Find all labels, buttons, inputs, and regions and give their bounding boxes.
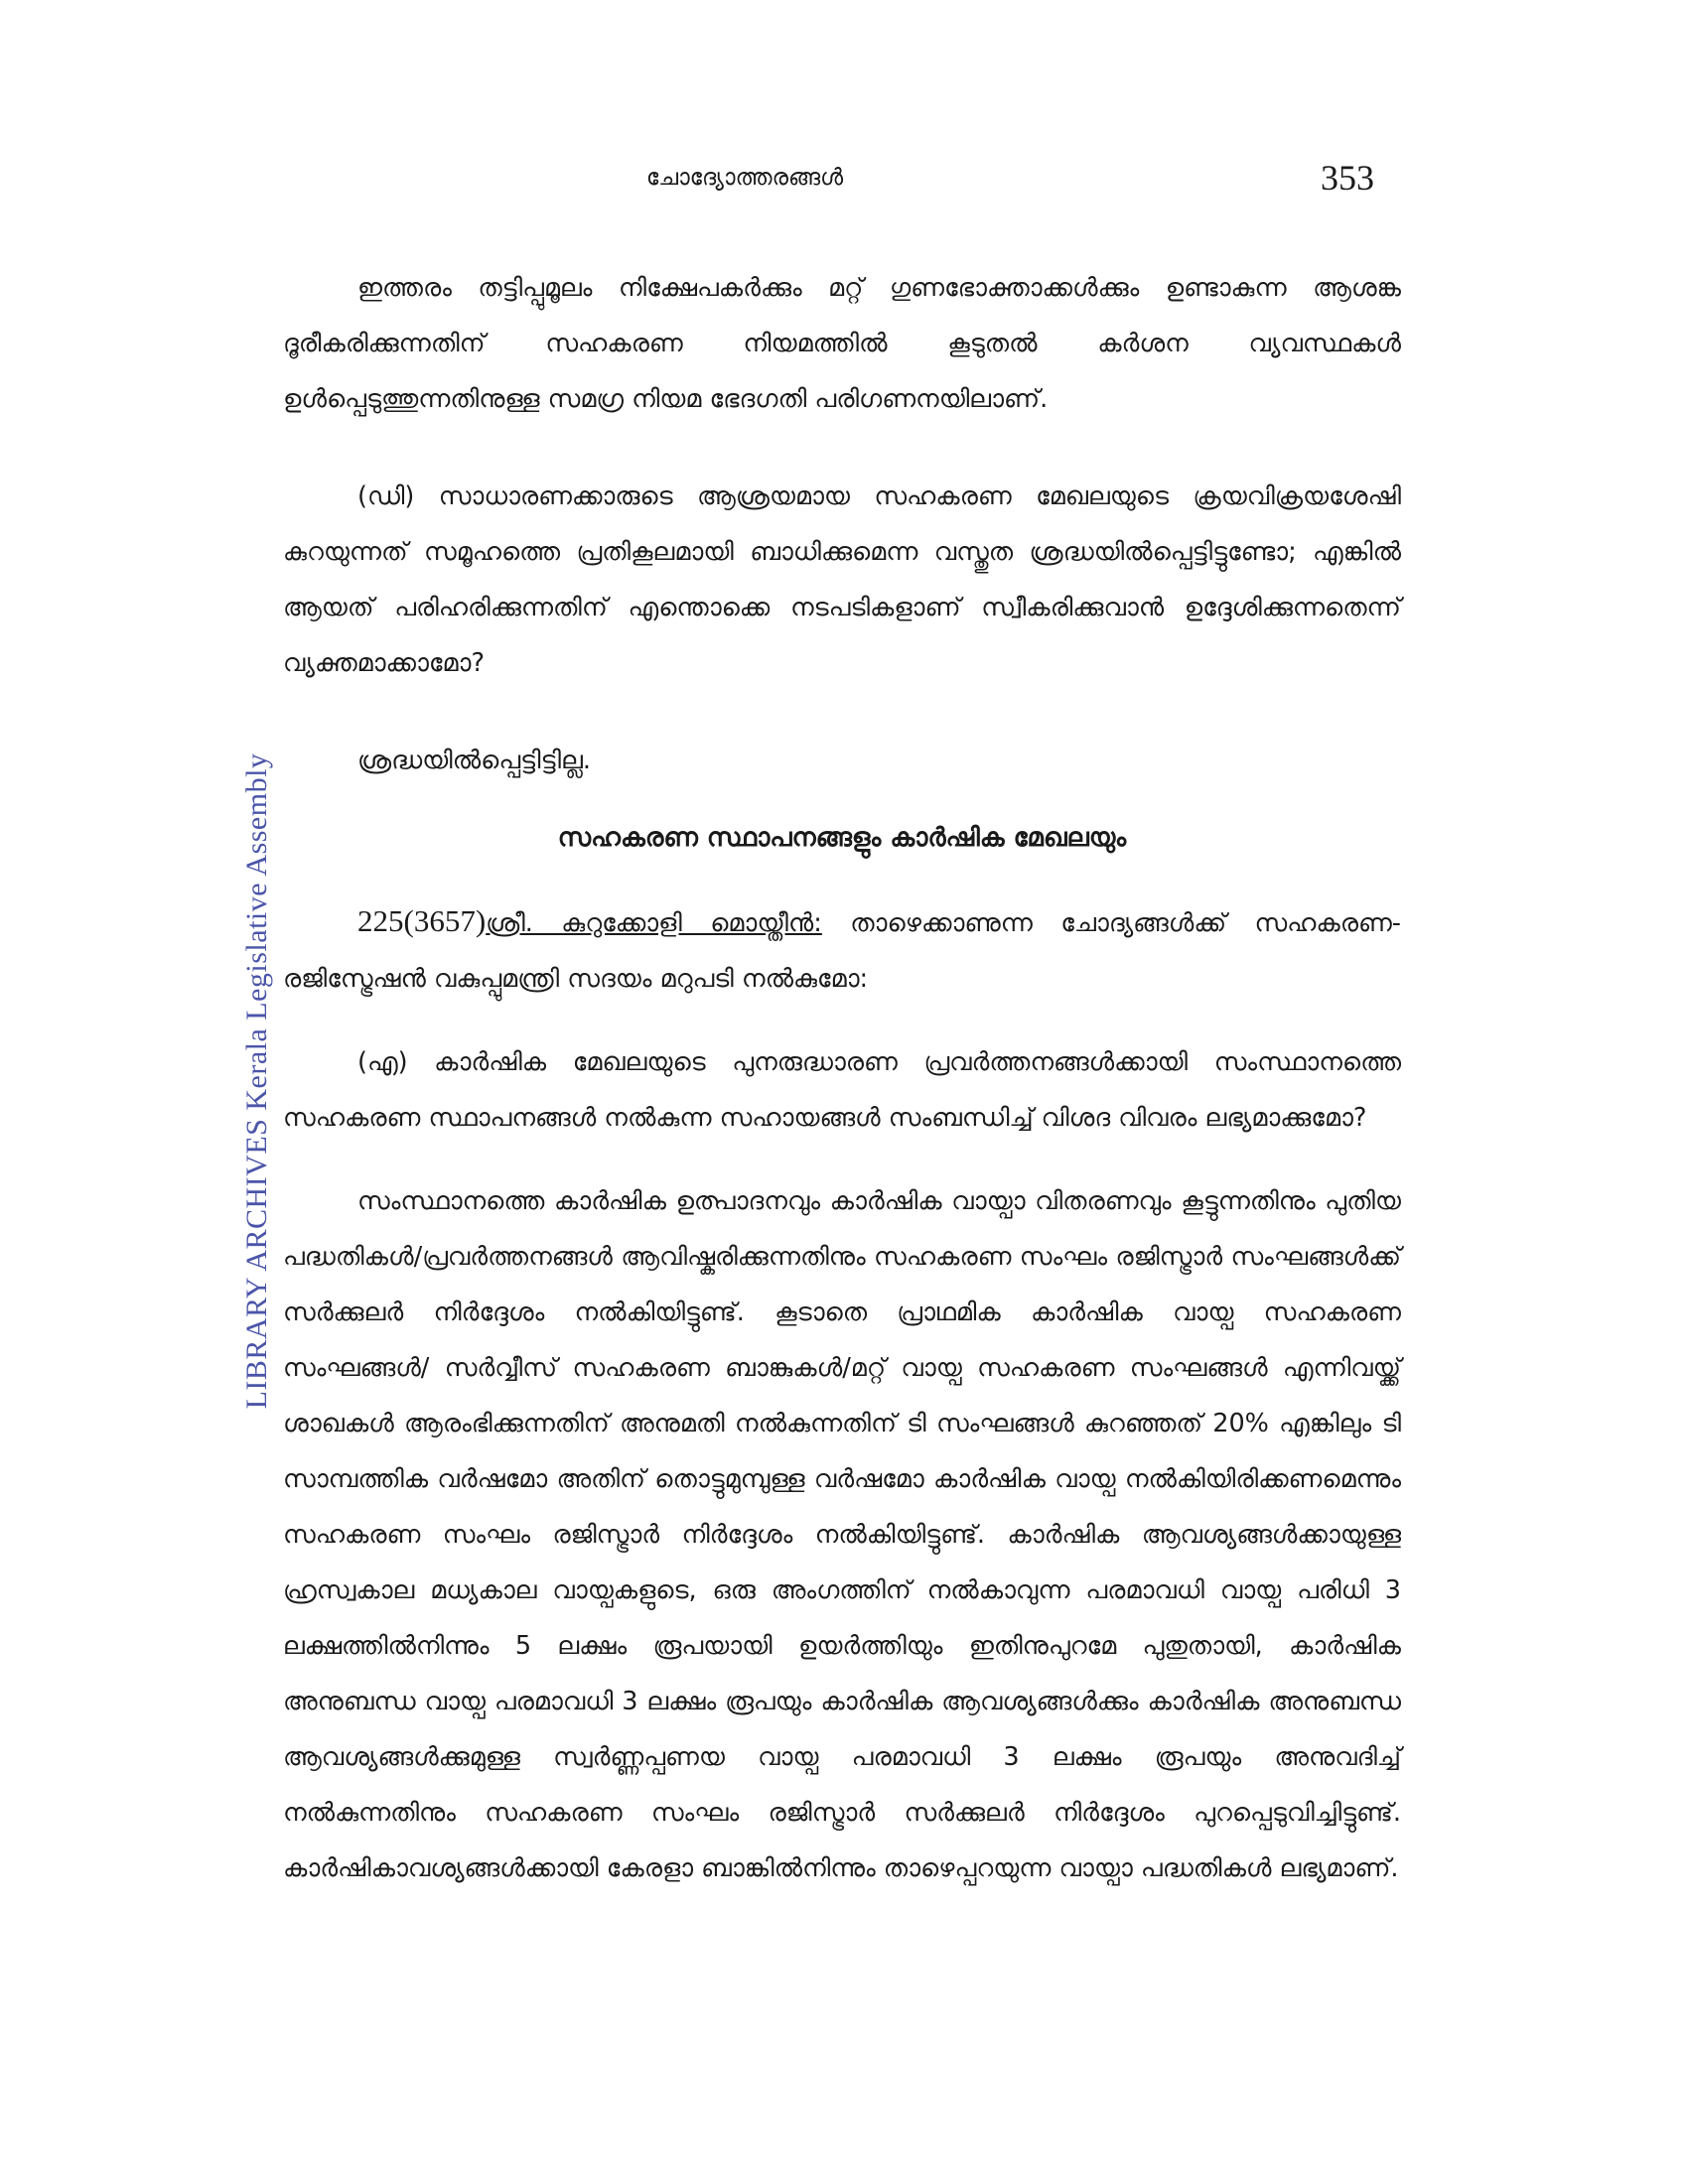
member-name: ശ്രീ. കുറുക്കോളി മൊയ്തീൻ: — [486, 908, 822, 938]
running-header-title: ചോദ്യോത്തരങ്ങൾ — [645, 165, 844, 191]
question-d: (ഡി) സാധാരണക്കാരുടെ ആശ്രയമായ സഹകരണ മേഖലയുടെ ക്രയവിക്രയശേഷി കുറയുന്നത് സമൂഹത്തെ പ്രതികൂലമായി ബാധിക്കുമെന്ന വസ്തുത ശ്രദ്ധയിൽപ്പെട്ടിട്ടുണ്ടോ; എങ്കിൽ ആയത് പരിഹരിക്കുന്നതിന് എന്തൊക്കെ നടപടികളാണ് സ്വീകരിക്കുവാൻ ഉദ്ദേശിക്കുന്നതെന്ന് വ്യക്തമാക്കാമോ? — [283, 481, 1401, 678]
question-intro: താഴെക്കാണുന്ന ചോദ്യങ്ങൾക്ക് സഹകരണ-രജിസ്ട്രേഷൻ വകുപ്പുമന്ത്രി സദയം മറുപടി നൽകുമോ: — [283, 908, 1401, 994]
answer-a: സംസ്ഥാനത്തെ കാർഷിക ഉത്പാദനവും കാർഷിക വായ്പാ വിതരണവും കൂട്ടുന്നതിനും പുതിയ പദ്ധതികൾ/പ്രവർത്തനങ്ങൾ ആവിഷ്കരിക്കുന്നതിനും സഹകരണ സംഘം രജിസ്ട്രാർ സംഘങ്ങൾക്ക് സർക്കുലർ നിർദ്ദേശം നൽകിയിട്ടുണ്ട്. കൂടാതെ പ്രാഥമിക കാർഷിക വായ്പ സഹകരണ സംഘങ്ങൾ/ സർവ്വീസ് സഹകരണ ബാങ്കുകൾ/മറ്റ് വായ്പ സഹകരണ സംഘങ്ങൾ എന്നിവയ്ക്ക് ശാഖകൾ ആരംഭിക്കുന്നതിന് അനുമതി നൽകുന്നതിന് ടി സംഘങ്ങൾ കുറഞ്ഞത് 20% എങ്കിലും ടി സാമ്പത്തിക വർഷമോ അതിന് തൊട്ടുമുമ്പുള്ള വർഷമോ കാർഷിക വായ്പ നൽകിയിരിക്കണമെന്നും സഹകരണ സംഘം രജിസ്ട്രാർ നിർദ്ദേശം നൽകിയിട്ടുണ്ട്. കാർഷിക ആവശ്യങ്ങൾക്കായുള്ള ഹ്രസ്വകാല മധ്യകാല വായ്പകളുടെ, ഒരു അംഗത്തിന് നൽകാവുന്ന പരമാവധി വായ്പ പരിധി 3 ലക്ഷത്തിൽനിന്നും 5 ലക്ഷം രൂപയായി ഉയർത്തിയും ഇതിനുപുറമേ പുതുതായി, കാർഷിക അനുബന്ധ വായ്പ പരമാവധി 3 ലക്ഷം രൂപയും കാർഷിക ആവശ്യങ്ങൾക്കും കാർഷിക അനുബന്ധ ആവശ്യങ്ങൾക്കുമുള്ള സ്വർണ്ണപ്പണയ വായ്പ പരമാവധി 3 ലക്ഷം രൂപയും അനുവദിച്ച് നൽകുന്നതിനും സഹകരണ സംഘം രജിസ്ട്രാർ സർക്കുലർ നിർദ്ദേശം പുറപ്പെടുവിച്ചിട്ടുണ്ട്. കാർഷികാവശ്യങ്ങൾക്കായി കേരളാ ബാങ്കിൽനിന്നും താഴെപ്പറയുന്ന വായ്പാ പദ്ധതികൾ ലഭ്യമാണ്. — [283, 1186, 1401, 1883]
question-number: 225(3657) — [357, 903, 487, 938]
answer-paragraph-c: ഇത്തരം തട്ടിപ്പുമൂലം നിക്ഷേപകർക്കും മറ്റ് ഗുണഭോക്താക്കൾക്കും ഉണ്ടാകുന്ന ആശങ്ക ദൂരീകരിക്കുന്നതിന് സഹകരണ നിയമത്തിൽ കൂടുതൽ കർശന വ്യവസ്ഥകൾ ഉൾപ്പെടുത്തുന്നതിനുള്ള സമഗ്ര നിയമ ഭേദഗതി പരിഗണനയിലാണ്. — [283, 273, 1401, 414]
section-heading: സഹകരണ സ്ഥാപനങ്ങളും കാർഷിക മേഖലയും — [557, 823, 1127, 853]
question-header — [283, 893, 1401, 1007]
answer-d: ശ്രദ്ധയിൽപ്പെട്ടിട്ടില്ല. — [357, 746, 591, 775]
page-content — [283, 260, 1401, 1896]
question-a: (എ) കാർഷിക മേഖലയുടെ പുനരുദ്ധാരണ പ്രവർത്തനങ്ങൾക്കായി സംസ്ഥാനത്തെ സഹകരണ സ്ഥാപനങ്ങൾ നൽകുന്ന സഹായങ്ങൾ സംബന്ധിച്ച് വിശദ വിവരം ലഭ്യമാക്കുമോ? — [283, 1047, 1401, 1133]
archive-watermark: LIBRARY ARCHIVES Kerala Legislative Assembly — [240, 752, 273, 1410]
page-number: 353 — [1321, 158, 1374, 198]
